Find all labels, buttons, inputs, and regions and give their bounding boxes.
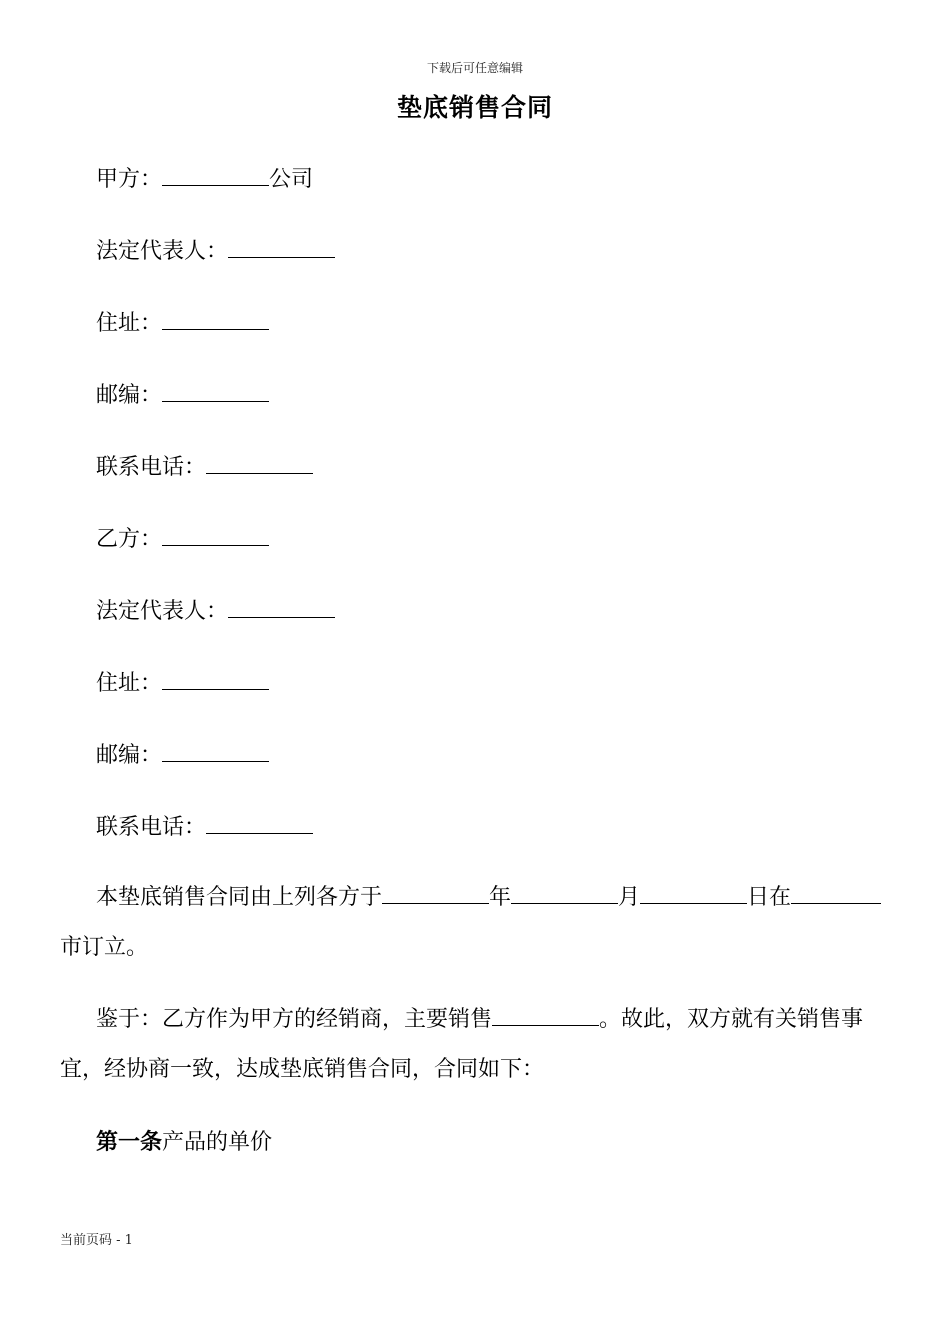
field-label: 联系电话： (96, 455, 207, 480)
field-party-a-phone (96, 451, 313, 483)
fill-blank (162, 163, 269, 186)
fill-blank (162, 739, 269, 762)
field-suffix: 公司 (269, 167, 314, 192)
article-heading: 第一条 (96, 1129, 163, 1155)
fill-blank (640, 881, 747, 904)
fill-blank (492, 1003, 599, 1026)
field-party-b (96, 523, 269, 555)
fill-blank (206, 811, 313, 834)
fill-blank (228, 235, 335, 258)
field-label: 邮编： (96, 743, 163, 768)
paragraph-whereas (60, 995, 890, 1095)
field-label: 法定代表人： (96, 599, 229, 624)
fill-blank (791, 881, 881, 904)
field-party-b-phone (96, 811, 313, 843)
para-text: 市订立。 (60, 935, 149, 960)
field-party-a-representative (96, 235, 335, 267)
field-label: 甲方： (96, 167, 163, 192)
fill-blank (382, 881, 489, 904)
para-text: 本垫底销售合同由上列各方于 (96, 885, 383, 910)
field-party-a-address (96, 307, 269, 339)
para-text: 年 (489, 885, 512, 910)
field-party-b-representative (96, 595, 335, 627)
fill-blank (162, 307, 269, 330)
fill-blank (162, 379, 269, 402)
para-text: 日在 (747, 885, 792, 910)
header-note: 下载后可任意编辑 (426, 61, 523, 75)
field-label: 联系电话： (96, 815, 207, 840)
field-label: 法定代表人： (96, 239, 229, 264)
fill-blank (511, 881, 618, 904)
fill-blank (162, 523, 269, 546)
field-label: 乙方： (96, 527, 163, 552)
para-text: 月 (618, 885, 641, 910)
fill-blank (206, 451, 313, 474)
field-party-b-address (96, 667, 269, 699)
field-party-a-postcode (96, 379, 269, 411)
field-label: 邮编： (96, 383, 163, 408)
paragraph-signing (60, 873, 890, 973)
field-party-b-postcode (96, 739, 269, 771)
field-party-a (96, 163, 313, 195)
fill-blank (162, 667, 269, 690)
article-1 (96, 1127, 272, 1158)
field-label: 住址： (96, 671, 163, 696)
para-text: 。故此，双方就有关销售事宜，经协商一致，达成垫底销售合同，合同如下： (60, 1007, 864, 1082)
para-text: 鉴于：乙方作为甲方的经销商，主要销售 (96, 1007, 493, 1032)
page-number: 当前页码 - 1 (60, 1233, 133, 1248)
article-title: 产品的单价 (162, 1130, 273, 1155)
document-title: 垫底销售合同 (396, 93, 553, 122)
fill-blank (228, 595, 335, 618)
field-label: 住址： (96, 311, 163, 336)
